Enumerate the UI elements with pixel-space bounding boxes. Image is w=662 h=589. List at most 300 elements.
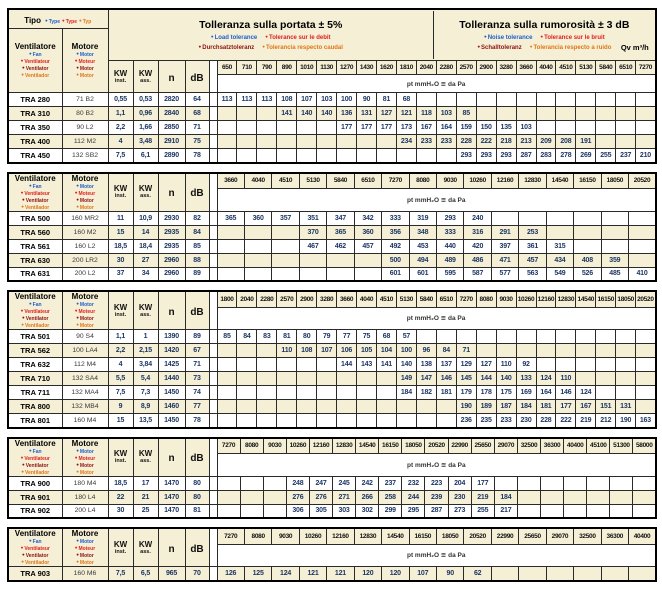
pressure-value-cell: 208	[556, 135, 576, 149]
tolerance-header	[108, 9, 656, 61]
lang-text: Ventilateur	[24, 546, 50, 552]
pressure-value-cell	[377, 149, 397, 163]
flow-header-cell: 9030	[437, 173, 464, 189]
pressure-value-cell: 302	[356, 504, 379, 518]
flow-header-cell: 36300	[541, 438, 564, 454]
flow-header-cell: 12830	[556, 291, 576, 307]
rpm-cell: 1450	[158, 414, 185, 428]
bullet-icon: ●	[74, 545, 78, 550]
pressure-value-cell	[297, 121, 317, 135]
fan-model-cell: TRA 350	[8, 121, 62, 135]
pressure-value-cell: 315	[546, 239, 573, 253]
pressure-value-cell: 457	[354, 239, 381, 253]
bullet-icon: ●	[76, 301, 79, 306]
lang-text: Tolerancia respecto a ruido	[533, 44, 612, 51]
pressure-value-cell: 133	[516, 372, 536, 386]
pressure-value-cell	[217, 414, 237, 428]
db-header-label: dB	[190, 543, 204, 555]
kw-installed-header	[108, 291, 133, 330]
pressure-value-cell	[636, 400, 656, 414]
lang-label	[79, 19, 91, 25]
pressure-value-cell: 212	[596, 414, 616, 428]
flow-header-cell: 16150	[596, 291, 616, 307]
pressure-value-cell: 273	[448, 504, 471, 518]
pressure-value-cell: 361	[519, 239, 546, 253]
spacer-cell	[209, 330, 217, 344]
pressure-value-cell: 471	[491, 253, 518, 267]
pressure-value-cell	[244, 239, 271, 253]
spacer-column	[209, 528, 217, 567]
pressure-value-cell	[377, 135, 397, 149]
kw-absorbed-cell: 0,96	[133, 107, 158, 121]
flow-header-cell: 7270	[382, 173, 409, 189]
pressure-value-cell	[456, 93, 476, 107]
pressure-value-cell	[237, 107, 257, 121]
pressure-value-cell: 595	[437, 267, 464, 281]
bullet-icon: ●	[21, 196, 25, 202]
rpm-header	[158, 291, 185, 330]
pressure-value-cell: 228	[456, 135, 476, 149]
spec-table-3	[7, 290, 657, 429]
fan-model-cell: TRA 630	[8, 253, 62, 267]
pressure-value-cell	[436, 149, 456, 163]
pressure-value-cell: 151	[596, 400, 616, 414]
flow-header-cell: 650	[217, 61, 237, 75]
flow-header-cell: 4040	[244, 173, 271, 189]
ventilatore-header-lang	[9, 51, 62, 58]
kw-installed-cell: 7,5	[108, 149, 133, 163]
pressure-value-cell: 276	[286, 490, 309, 504]
pressure-value-cell	[636, 135, 656, 149]
pressure-value-cell: 124	[536, 372, 556, 386]
pressure-value-cell: 190	[456, 400, 476, 414]
pressure-value-cell	[217, 504, 240, 518]
pressure-value-cell	[416, 414, 436, 428]
db-cell: 80	[185, 490, 209, 504]
flow-header-cell: 12830	[354, 528, 381, 544]
fan-model-cell: TRA 310	[8, 107, 62, 121]
spacer-cell	[209, 267, 217, 281]
kw-installed-cell: 2,2	[108, 344, 133, 358]
spec-table-4	[7, 437, 657, 520]
flow-header-cell: 7270	[217, 438, 240, 454]
kw-absorbed-cell: 10,9	[133, 211, 158, 225]
fan-row	[8, 504, 656, 518]
spacer-cell	[209, 567, 217, 581]
db-cell: 73	[185, 372, 209, 386]
bullet-icon: ●	[44, 18, 48, 23]
flow-header-cell: 3280	[496, 61, 516, 75]
fan-model-cell: TRA 801	[8, 414, 62, 428]
spec-table-5	[7, 527, 657, 582]
pressure-value-cell: 240	[464, 211, 491, 225]
pressure-value-cell	[616, 135, 636, 149]
pressure-value-cell: 233	[496, 414, 516, 428]
pressure-value-cell	[496, 344, 516, 358]
flow-header-cell: 40400	[564, 438, 587, 454]
ventilatore-header-lang	[9, 538, 62, 545]
pressure-value-cell	[574, 567, 601, 581]
pressure-value-cell	[519, 567, 546, 581]
pressure-value-cell: 434	[546, 253, 573, 267]
pressure-value-cell: 164	[436, 121, 456, 135]
pressure-value-cell	[574, 239, 601, 253]
lang-text: Ventilator	[25, 66, 49, 72]
kw-absorbed-header-sub: ass.	[140, 193, 151, 199]
pressure-value-cell	[616, 121, 636, 135]
bullet-icon: ●	[20, 454, 24, 460]
db-header-label: dB	[190, 188, 204, 199]
pressure-value-cell	[297, 386, 317, 400]
pressure-value-cell	[317, 386, 337, 400]
ventilatore-header-label: Ventilatore	[14, 438, 56, 448]
motore-header	[62, 291, 108, 330]
pressure-value-cell	[297, 135, 317, 149]
flow-header-cell: 4510	[272, 173, 299, 189]
pressure-value-cell	[297, 400, 317, 414]
pressure-value-cell: 218	[496, 135, 516, 149]
pressure-value-cell	[436, 93, 456, 107]
lang-label	[265, 35, 330, 41]
kw-absorbed-cell: 14	[133, 225, 158, 239]
pressure-value-cell: 303	[333, 504, 356, 518]
pressure-value-cell	[491, 567, 518, 581]
ventilatore-header-lang	[9, 301, 62, 308]
motore-header-lang	[63, 65, 108, 72]
pressure-value-cell: 113	[217, 93, 237, 107]
fan-model-cell: TRA 560	[8, 225, 62, 239]
pressure-value-cell	[217, 372, 237, 386]
pressure-value-cell: 110	[496, 358, 516, 372]
db-header	[185, 61, 209, 93]
pressure-value-cell	[263, 476, 286, 490]
motor-size-cell: 180 M4	[62, 476, 108, 490]
pressure-value-cell	[436, 330, 456, 344]
pressure-value-cell	[576, 121, 596, 135]
db-header	[185, 173, 209, 212]
pressure-value-cell	[629, 225, 656, 239]
pressure-value-cell	[516, 107, 536, 121]
motore-header-lang	[63, 462, 108, 469]
pressure-value-cell	[436, 414, 456, 428]
ventilatore-header-label: Ventilatore	[14, 42, 56, 51]
flow-header-cell: 7270	[456, 291, 476, 307]
spacer-cell	[209, 239, 217, 253]
pressure-value-cell	[299, 253, 326, 267]
pressure-value-cell	[636, 93, 656, 107]
pressure-value-cell	[587, 476, 610, 490]
pressure-value-cell	[629, 211, 656, 225]
bullet-icon: ●	[28, 301, 32, 306]
rpm-cell: 1440	[158, 372, 185, 386]
pressure-value-cell	[277, 400, 297, 414]
kw-absorbed-header	[133, 61, 158, 93]
bullet-icon: ●	[21, 315, 25, 320]
kw-installed-header	[108, 173, 133, 212]
pressure-value-cell: 228	[536, 414, 556, 428]
pressure-value-cell: 283	[536, 149, 556, 163]
pressure-value-cell: 147	[416, 372, 436, 386]
motore-header-lang	[63, 448, 108, 455]
lang-text: Load tolerance	[214, 34, 258, 41]
pressure-value-cell: 167	[576, 400, 596, 414]
pressure-value-cell	[610, 504, 633, 518]
lang-text: Tolerancia respecto caudal	[265, 44, 343, 51]
db-header	[185, 528, 209, 567]
motore-header-lang	[63, 545, 108, 552]
fan-model-cell: TRA 900	[8, 476, 62, 490]
flow-rate-unit: Qv m³/h	[620, 43, 649, 52]
pressure-value-cell: 365	[327, 225, 354, 239]
pressure-value-cell	[616, 330, 636, 344]
flow-header-cell: 890	[277, 61, 297, 75]
pressure-value-cell: 209	[536, 135, 556, 149]
pressure-value-cell	[546, 225, 573, 239]
lang-text: Schalltoleranz	[481, 44, 522, 51]
lang-text: Ventilador	[25, 469, 50, 476]
pressure-value-cell: 181	[436, 386, 456, 400]
rpm-cell: 1450	[158, 386, 185, 400]
kw-installed-cell: 18,5	[108, 239, 133, 253]
bullet-icon: ●	[540, 33, 544, 39]
pressure-value-cell: 62	[464, 567, 491, 581]
fan-row	[8, 358, 656, 372]
spacer-cell	[209, 344, 217, 358]
pressure-value-cell	[257, 149, 277, 163]
pressure-value-cell: 118	[416, 107, 436, 121]
pressure-value-cell: 348	[409, 225, 436, 239]
kw-installed-cell: 18,5	[108, 476, 133, 490]
motor-size-cell: 132 SA4	[62, 372, 108, 386]
kw-absorbed-cell: 27	[133, 253, 158, 267]
pressure-value-cell: 108	[277, 93, 297, 107]
pressure-value-cell	[596, 372, 616, 386]
kw-absorbed-cell: 1,66	[133, 121, 158, 135]
rpm-cell: 1420	[158, 344, 185, 358]
ventilatore-header-lang	[9, 204, 62, 211]
pressure-value-cell	[237, 344, 257, 358]
pressure-value-cell	[576, 330, 596, 344]
pressure-value-cell	[257, 344, 277, 358]
bullet-icon: ●	[21, 468, 25, 474]
pressure-value-cell: 237	[616, 149, 636, 163]
pressure-value-cell	[217, 267, 244, 281]
lang-text: Tolerance sur le debit	[268, 34, 331, 41]
kw-installed-cell: 0,55	[108, 93, 133, 107]
motore-header-label: Motore	[71, 529, 99, 538]
flow-header-cell: 5840	[416, 291, 436, 307]
kw-absorbed-header	[133, 438, 158, 477]
pressure-value-cell: 236	[456, 414, 476, 428]
pressure-value-cell	[377, 386, 397, 400]
flow-header-cell: 2040	[416, 61, 436, 75]
rpm-cell: 2840	[158, 107, 185, 121]
pressure-value-cell	[337, 400, 357, 414]
kw-installed-cell: 7,5	[108, 386, 133, 400]
pressure-value-cell	[610, 476, 633, 490]
bullet-icon: ●	[21, 65, 25, 70]
tipo-header	[8, 9, 108, 29]
fan-row	[8, 267, 656, 281]
pressure-value-cell	[357, 400, 377, 414]
pressure-value-cell	[396, 414, 416, 428]
pressure-value-cell: 420	[464, 239, 491, 253]
pressure-value-cell: 351	[299, 211, 326, 225]
bullet-icon: ●	[76, 468, 79, 474]
pressure-value-cell: 462	[327, 239, 354, 253]
motore-header-label: Motore	[71, 42, 99, 51]
db-cell: 70	[185, 567, 209, 581]
bullet-icon: ●	[76, 196, 79, 202]
spacer-cell	[209, 372, 217, 386]
spacer-cell	[209, 135, 217, 149]
motore-header-lang	[63, 190, 108, 197]
pressure-value-cell: 103	[436, 107, 456, 121]
flow-header-cell: 2570	[456, 61, 476, 75]
kw-installed-cell: 1,1	[108, 107, 133, 121]
pressure-value-cell	[237, 386, 257, 400]
flow-header-cell: 2040	[237, 291, 257, 307]
db-cell: 80	[185, 476, 209, 490]
kw-absorbed-header-top: KW	[138, 184, 153, 193]
motor-size-cell: 160 L2	[62, 239, 108, 253]
ventilatore-header-lang	[9, 462, 62, 469]
spacer-cell	[209, 121, 217, 135]
bullet-icon: ●	[20, 189, 24, 195]
motore-header	[62, 173, 108, 212]
pressure-value-cell: 177	[556, 400, 576, 414]
bullet-icon: ●	[262, 43, 265, 49]
flow-header-cell: 22990	[491, 528, 518, 544]
pressure-value-cell	[217, 344, 237, 358]
pressure-value-cell	[217, 476, 240, 490]
rpm-header-label: n	[168, 72, 175, 84]
pressure-value-cell: 293	[496, 149, 516, 163]
pressure-value-cell: 146	[556, 386, 576, 400]
fan-model-cell: TRA 711	[8, 386, 62, 400]
bullet-icon: ●	[79, 18, 82, 23]
pressure-value-cell: 213	[516, 135, 536, 149]
pressure-value-cell	[636, 344, 656, 358]
pressure-value-cell: 177	[377, 121, 397, 135]
tolerance-boxes	[109, 11, 655, 59]
flow-tolerance-box	[109, 11, 434, 59]
motore-header-label: Motore	[71, 292, 99, 301]
pressure-value-cell	[327, 253, 354, 267]
flow-header-cell: 14540	[546, 173, 573, 189]
motor-size-cell: 200 L4	[62, 504, 108, 518]
flow-header-cell: 25650	[471, 438, 494, 454]
flow-header-cell: 12160	[536, 291, 556, 307]
spacer-cell	[209, 93, 217, 107]
lang-text: Ventilateur	[24, 309, 50, 315]
pressure-value-cell: 410	[629, 267, 656, 281]
motore-header-lang	[63, 455, 108, 462]
pressure-value-cell: 189	[476, 400, 496, 414]
spacer-column	[209, 173, 217, 212]
motor-size-cell: 100 LA4	[62, 344, 108, 358]
pressure-value-cell: 239	[425, 490, 448, 504]
motore-header-lang	[63, 72, 108, 79]
pressure-value-cell: 103	[516, 121, 536, 135]
pressure-value-cell	[456, 330, 476, 344]
pressure-value-cell: 110	[556, 372, 576, 386]
fan-row	[8, 225, 656, 239]
motor-size-cell: 90 L2	[62, 121, 108, 135]
pressure-value-cell	[546, 211, 573, 225]
ventilatore-header-lang	[9, 58, 62, 65]
pressure-value-cell	[257, 414, 277, 428]
fan-row	[8, 135, 656, 149]
flow-header-cell: 12160	[327, 528, 354, 544]
pressure-value-cell: 601	[409, 267, 436, 281]
pressure-value-cell: 276	[309, 490, 332, 504]
pressure-value-cell: 219	[576, 414, 596, 428]
pressure-value-cell	[277, 372, 297, 386]
pressure-value-cell	[272, 225, 299, 239]
pressure-value-cell	[240, 504, 263, 518]
bullet-icon: ●	[28, 51, 32, 56]
pressure-value-cell	[564, 504, 587, 518]
pressure-value-cell: 177	[471, 476, 494, 490]
fan-model-cell: TRA 631	[8, 267, 62, 281]
pressure-value-cell	[633, 490, 656, 504]
lang-text: Motor	[79, 302, 94, 308]
lang-text: Motor	[79, 323, 94, 329]
flow-header-cell: 7270	[217, 528, 244, 544]
fan-row	[8, 490, 656, 504]
pressure-value-cell	[476, 344, 496, 358]
ventilatore-header	[8, 291, 62, 330]
motore-header-lang	[63, 552, 108, 559]
pressure-value-cell	[416, 93, 436, 107]
ventilatore-header	[8, 528, 62, 567]
pressure-value-cell	[576, 372, 596, 386]
flow-header-cell: 18050	[616, 291, 636, 307]
rpm-cell: 2820	[158, 93, 185, 107]
ventilatore-header-lang	[9, 322, 62, 329]
pressure-value-cell: 126	[217, 567, 244, 581]
pressure-value-cell	[636, 330, 656, 344]
spacer-cell	[209, 149, 217, 163]
pressure-value-cell: 159	[456, 121, 476, 135]
pressure-value-cell: 150	[476, 121, 496, 135]
pressure-value-cell: 121	[299, 567, 326, 581]
kw-installed-cell: 37	[108, 267, 133, 281]
flow-header-cell: 8080	[240, 438, 263, 454]
lang-text: Durchsatztoleranz	[202, 44, 255, 51]
rpm-cell: 2910	[158, 135, 185, 149]
pressure-value-cell	[244, 267, 271, 281]
pressure-value-cell: 135	[496, 121, 516, 135]
noise-tolerance-box	[434, 11, 655, 59]
kw-absorbed-header-sub: ass.	[140, 548, 151, 555]
pressure-value-cell	[546, 567, 573, 581]
kw-absorbed-cell: 21	[133, 490, 158, 504]
flow-header-cell: 5840	[596, 61, 616, 75]
pressure-value-cell	[272, 267, 299, 281]
pressure-value-cell	[317, 149, 337, 163]
flow-header-cell: 1130	[317, 61, 337, 75]
pressure-value-cell: 124	[272, 567, 299, 581]
kw-installed-header-top: KW	[113, 184, 128, 193]
pressure-value-cell: 83	[257, 330, 277, 344]
motor-size-cell: 160 M4	[62, 414, 108, 428]
flow-header-cell: 3660	[337, 291, 357, 307]
pressure-value-cell: 140	[317, 107, 337, 121]
motor-size-cell: 160 M6	[62, 567, 108, 581]
ventilatore-header-lang	[9, 197, 62, 204]
